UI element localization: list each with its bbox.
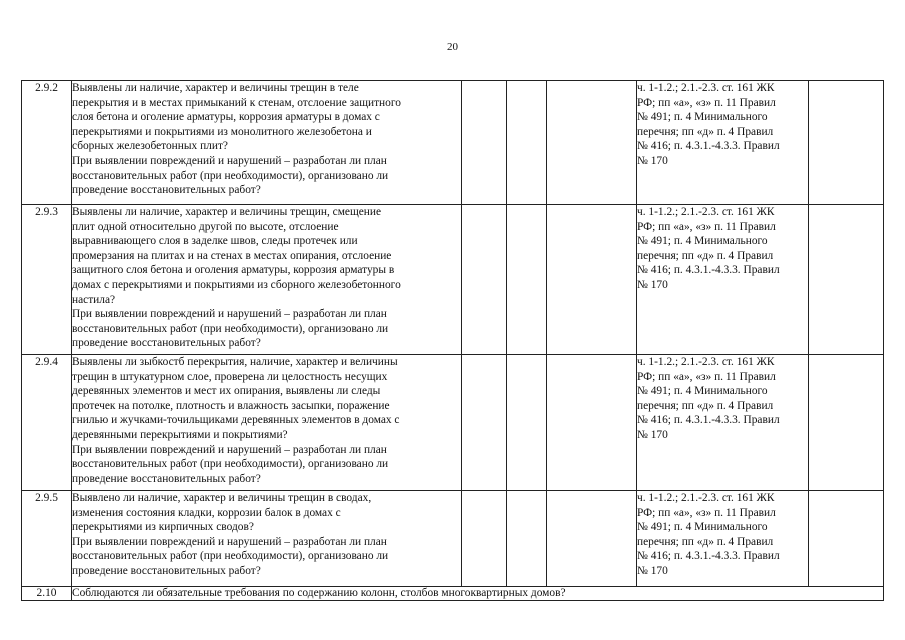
- question-line: протечек на потолке, плотность и влажность засыпки, поражение: [72, 399, 390, 412]
- legal-reference-cell: [637, 81, 809, 205]
- section-title: Соблюдаются ли обязательные требования по содержанию колонн, столбов многоквартирных домов?: [72, 587, 884, 601]
- question-line: проведение восстановительных работ?: [72, 472, 261, 485]
- question-line: При выявлении повреждений и нарушений – разработан ли план: [72, 443, 387, 456]
- reference-line: № 416; п. 4.3.1.-4.3.3. Правил: [637, 140, 780, 153]
- reference-line: РФ; пп «а», «з» п. 11 Правил: [637, 370, 776, 383]
- question-line: деревянных элементов и мест их опирания, выявлены ли следы: [72, 385, 381, 398]
- question-line: Выявлено ли наличие, характер и величины трещин в сводах,: [72, 492, 372, 504]
- question-line: восстановительных работ (при необходимости), организовано ли: [72, 550, 389, 563]
- reference-line: № 416; п. 4.3.1.-4.3.3. Правил: [637, 414, 780, 427]
- question-cell: [72, 205, 462, 355]
- question-line: промерзания на плитах и на стенах в местах опирания, отслоение: [72, 249, 392, 262]
- reference-line: № 491; п. 4 Минимального: [637, 235, 768, 248]
- note-cell: [809, 205, 884, 355]
- reference-line: № 491; п. 4 Минимального: [637, 521, 768, 534]
- answer-na-cell: [547, 205, 637, 355]
- question-line: восстановительных работ (при необходимости), организовано ли: [72, 322, 389, 335]
- answer-yes-cell: [462, 205, 507, 355]
- question-line: восстановительных работ (при необходимости), организовано ли: [72, 458, 389, 471]
- reference-line: ч. 1-1.2.; 2.1.-2.3. ст. 161 ЖК: [637, 82, 775, 94]
- question-line: восстановительных работ (при необходимости), организовано ли: [72, 169, 389, 182]
- reference-line: ч. 1-1.2.; 2.1.-2.3. ст. 161 ЖК: [637, 356, 775, 368]
- question-line: перекрытиями из кирпичных сводов?: [72, 521, 254, 534]
- question-line: проведение восстановительных работ?: [72, 337, 261, 350]
- reference-line: перечня; пп «д» п. 4 Правил: [637, 125, 774, 138]
- item-number: 2.9.4: [22, 355, 72, 491]
- reference-line: № 416; п. 4.3.1.-4.3.3. Правил: [637, 264, 780, 277]
- question-line: проведение восстановительных работ?: [72, 564, 261, 577]
- question-cell: [72, 491, 462, 587]
- question-line: перекрытиями и покрытиями из монолитного железобетона и: [72, 125, 372, 138]
- reference-line: № 491; п. 4 Минимального: [637, 111, 768, 124]
- note-cell: [809, 81, 884, 205]
- answer-yes-cell: [462, 355, 507, 491]
- table-row: [22, 205, 884, 355]
- question-line: трещин в штукатурном слое, проверена ли целостность несущих: [72, 370, 388, 383]
- reference-line: № 416; п. 4.3.1.-4.3.3. Правил: [637, 550, 780, 563]
- reference-line: РФ; пп «а», «з» п. 11 Правил: [637, 506, 776, 519]
- question-cell: [72, 355, 462, 491]
- legal-reference-cell: [637, 205, 809, 355]
- question-line: деревянными перекрытиями и покрытиями?: [72, 428, 288, 441]
- question-line: Выявлены ли наличие, характер и величины трещин в теле: [72, 82, 359, 94]
- reference-line: перечня; пп «д» п. 4 Правил: [637, 399, 774, 412]
- question-line: Выявлены ли наличие, характер и величины трещин, смещение: [72, 206, 382, 218]
- answer-no-cell: [507, 355, 547, 491]
- question-cell: [72, 81, 462, 205]
- reference-line: перечня; пп «д» п. 4 Правил: [637, 535, 774, 548]
- answer-na-cell: [547, 491, 637, 587]
- note-cell: [809, 491, 884, 587]
- reference-line: РФ; пп «а», «з» п. 11 Правил: [637, 220, 776, 233]
- question-line: сборных железобетонных плит?: [72, 140, 228, 153]
- reference-line: № 170: [637, 428, 668, 441]
- question-line: При выявлении повреждений и нарушений – разработан ли план: [72, 535, 387, 548]
- question-line: настила?: [72, 293, 116, 306]
- question-line: защитного слоя бетона и оголения арматуры, коррозия арматуры в: [72, 264, 395, 277]
- table-row: [22, 491, 884, 587]
- item-number: 2.9.3: [22, 205, 72, 355]
- checklist-table: [21, 80, 884, 601]
- table-row: [22, 81, 884, 205]
- answer-na-cell: [547, 81, 637, 205]
- item-number: 2.9.2: [22, 81, 72, 205]
- question-line: гнилью и жучками-точильщиками деревянных элементов в домах с: [72, 414, 400, 427]
- reference-line: № 170: [637, 564, 668, 577]
- question-line: слоя бетона и оголение арматуры, коррозия арматуры в домах с: [72, 111, 380, 124]
- question-line: Выявлены ли зыбкостб перекрытия, наличие, характер и величины: [72, 356, 398, 368]
- legal-reference-cell: [637, 355, 809, 491]
- question-line: При выявлении повреждений и нарушений – разработан ли план: [72, 154, 387, 167]
- question-line: При выявлении повреждений и нарушений – разработан ли план: [72, 308, 387, 321]
- answer-yes-cell: [462, 81, 507, 205]
- answer-na-cell: [547, 355, 637, 491]
- answer-no-cell: [507, 491, 547, 587]
- legal-reference-cell: [637, 491, 809, 587]
- reference-line: ч. 1-1.2.; 2.1.-2.3. ст. 161 ЖК: [637, 206, 775, 218]
- reference-line: перечня; пп «д» п. 4 Правил: [637, 249, 774, 262]
- checklist-rows: [22, 81, 884, 601]
- answer-yes-cell: [462, 491, 507, 587]
- note-cell: [809, 355, 884, 491]
- question-line: перекрытия и в местах примыканий к стенам, отслоение защитного: [72, 96, 401, 109]
- question-line: проведение восстановительных работ?: [72, 184, 261, 197]
- table-row: [22, 355, 884, 491]
- page-number: 20: [447, 41, 458, 53]
- section-row: [22, 587, 884, 601]
- item-number: 2.9.5: [22, 491, 72, 587]
- reference-line: № 491; п. 4 Минимального: [637, 385, 768, 398]
- reference-line: № 170: [637, 278, 668, 291]
- question-line: изменения состояния кладки, коррозии балок в домах с: [72, 506, 341, 519]
- section-number: 2.10: [22, 587, 72, 601]
- reference-line: РФ; пп «а», «з» п. 11 Правил: [637, 96, 776, 109]
- reference-line: № 170: [637, 154, 668, 167]
- question-line: домах с перекрытиями и покрытиями из сборного железобетонного: [72, 278, 401, 291]
- reference-line: ч. 1-1.2.; 2.1.-2.3. ст. 161 ЖК: [637, 492, 775, 504]
- answer-no-cell: [507, 205, 547, 355]
- answer-no-cell: [507, 81, 547, 205]
- question-line: плит одной относительно другой по высоте, отслоение: [72, 220, 339, 233]
- question-line: выравнивающего слоя в заделке швов, следы протечек или: [72, 235, 358, 248]
